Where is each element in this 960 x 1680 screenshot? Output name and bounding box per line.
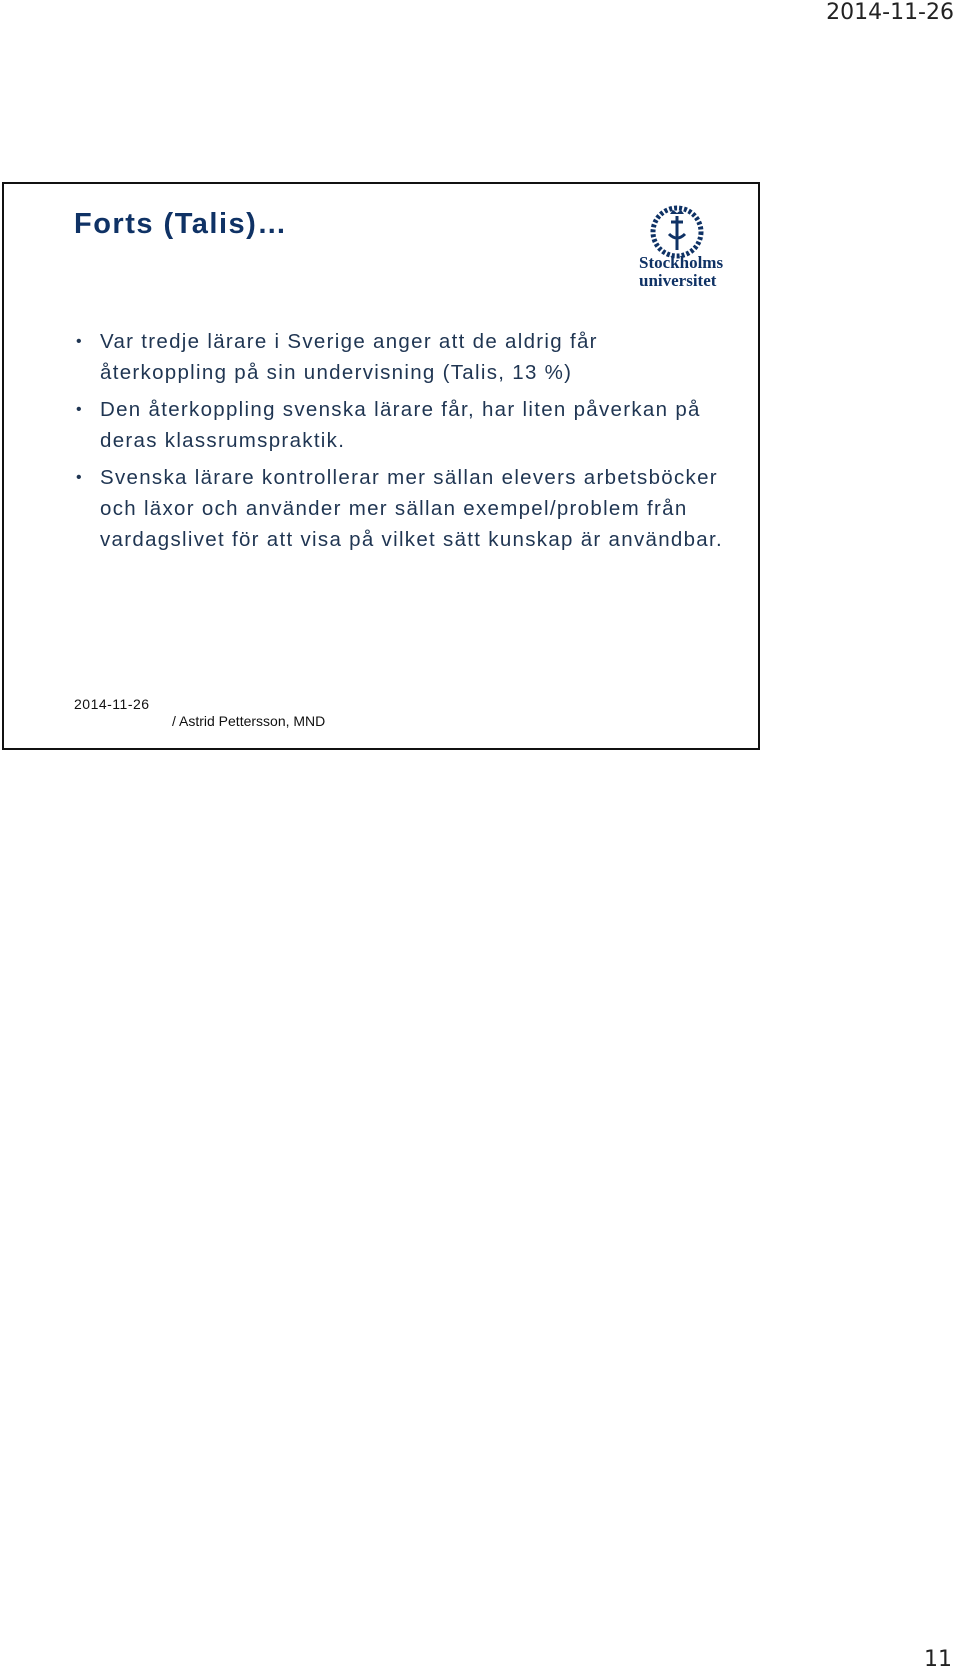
page-number: 11 [924, 1647, 952, 1672]
bullet-text: Var tredje lärare i Sverige anger att de aldrig får återkoppling på sin undervisning (Talis, 13 %) [100, 330, 598, 384]
slide [2, 182, 760, 750]
bullet-item [70, 462, 730, 555]
footer-date: 2014-11-26 [74, 696, 150, 712]
logo-line-2: universitet [639, 271, 717, 290]
footer-author: / Astrid Pettersson, MND [172, 713, 326, 729]
logo-text [639, 254, 723, 290]
slide-title: Forts (Talis)… [74, 208, 288, 240]
bullet-icon: • [76, 469, 83, 486]
bullet-text: Den återkoppling svenska lärare får, har liten påverkan på deras klassrumspraktik. [100, 398, 701, 452]
bullet-item [70, 394, 730, 456]
bullet-icon: • [76, 401, 83, 418]
bullet-icon: • [76, 333, 83, 350]
bullet-item [70, 326, 730, 388]
logo-line-1: Stockholms [639, 253, 724, 272]
bullet-text: Svenska lärare kontrollerar mer sällan elevers arbetsböcker och läxor och använder mer sällan exempel/problem från vardagslivet för att visa på vilket sätt kunskap är användbar. [100, 466, 723, 551]
university-logo [637, 204, 747, 304]
bullet-list [70, 326, 730, 561]
page-date: 2014-11-26 [826, 0, 954, 25]
